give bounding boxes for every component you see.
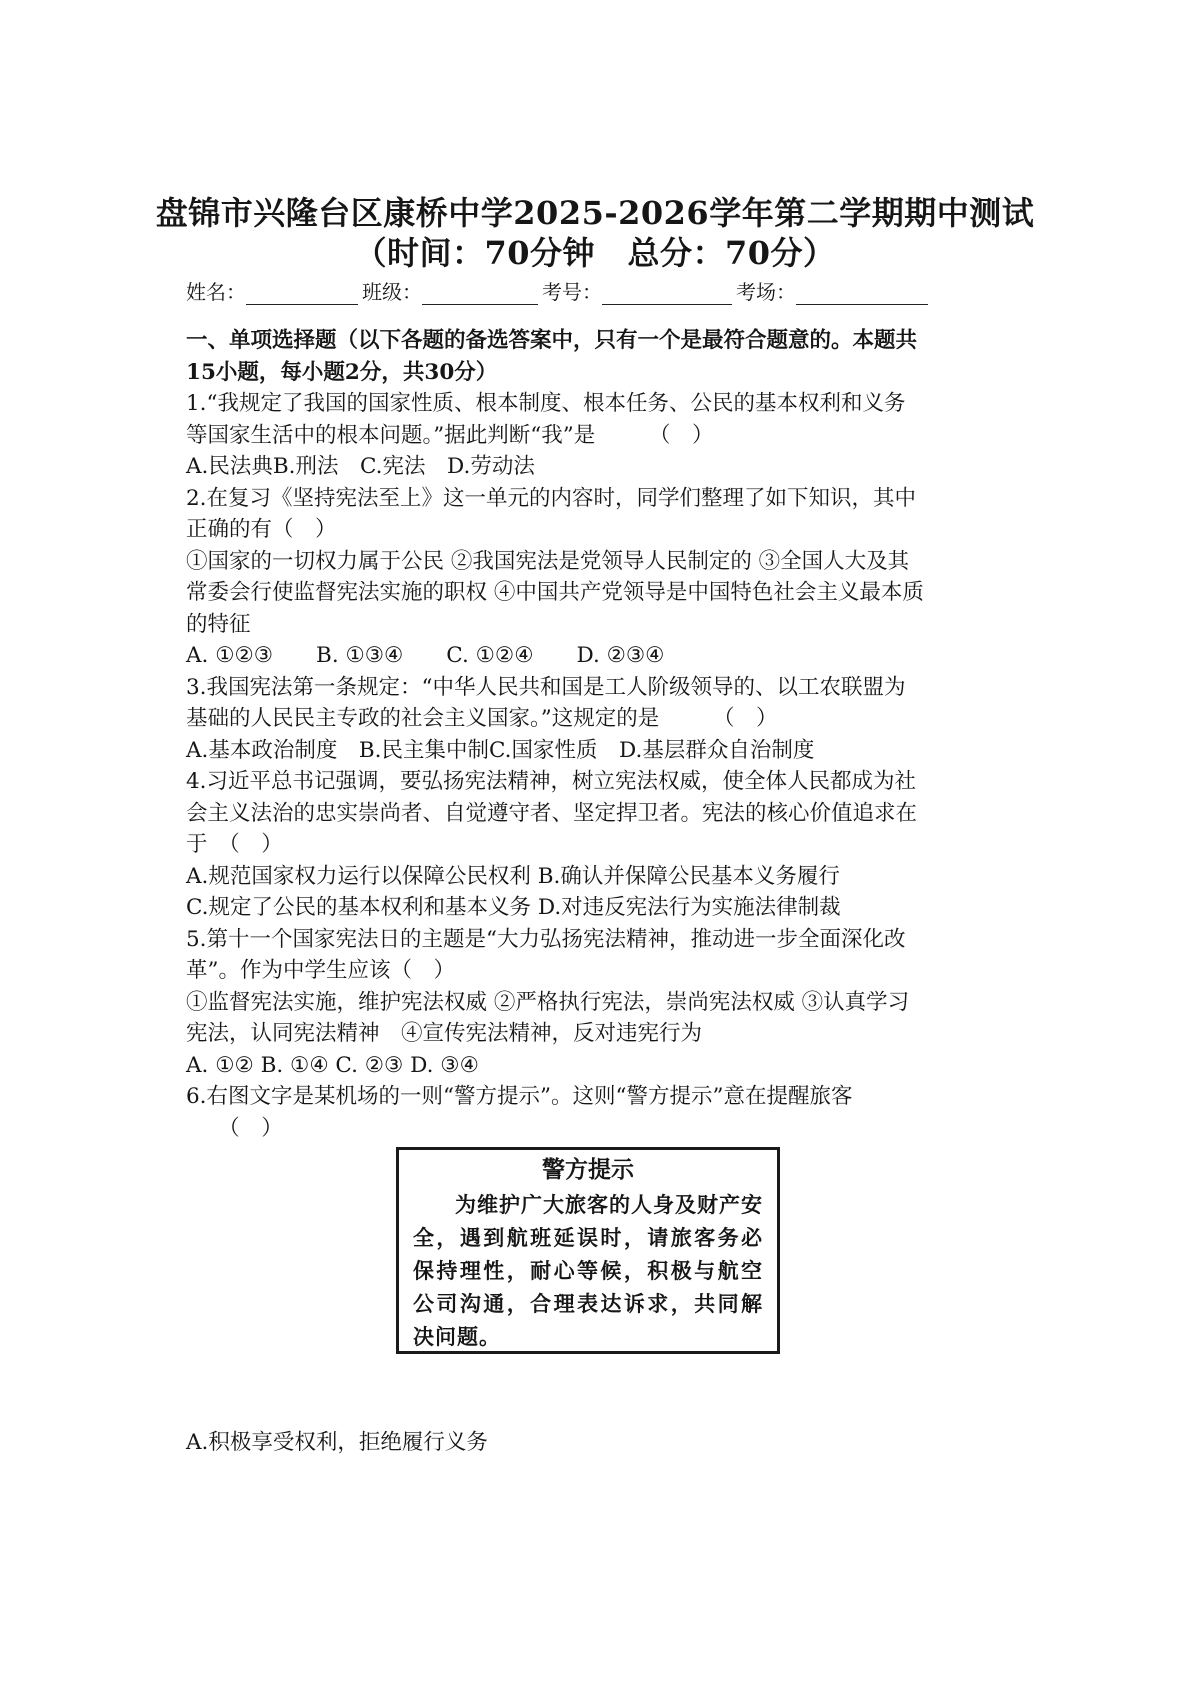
question-5-stem-cont: 革”。作为中学生应该（ ）: [186, 958, 455, 983]
name-blank[interactable]: [246, 284, 358, 305]
class-blank[interactable]: [422, 284, 538, 305]
question-2-stem: 2.在复习《坚持宪法至上》这一单元的内容时，同学们整理了如下知识，其中: [186, 485, 917, 511]
question-2-options: A. ①②③ B. ①③④ C. ①②④ D. ②③④: [186, 643, 665, 668]
question-4-options-ab: A.规范国家权力运行以保障公民权利 B.确认并保障公民基本义务履行: [186, 863, 840, 889]
question-2-statements: ①国家的一切权力属于公民 ②我国宪法是党领导人民制定的 ③全国人大及其: [186, 548, 910, 574]
question-5-options: A. ①② B. ①④ C. ②③ D. ③④: [186, 1052, 479, 1078]
question-1-stem-cont: 等国家生活中的根本问题。”据此判断“我”是 （ ）: [186, 422, 714, 448]
question-6-stem: 6.右图文字是某机场的一则“警方提示”。这则“警方提示”意在提醒旅客: [186, 1084, 853, 1109]
question-4-stem: 4.习近平总书记强调，要弘扬宪法精神，树立宪法权威，使全体人民都成为社: [186, 769, 917, 794]
exam-room-label: 考场：: [736, 280, 796, 304]
exam-room-blank[interactable]: [796, 284, 928, 305]
police-notice-box: [396, 1147, 780, 1354]
question-2-statements-cont: 常委会行使监督宪法实施的职权 ④中国共产党领导是中国特色社会主义最本质: [186, 580, 924, 605]
question-6-option-a: A.积极享受权利，拒绝履行义务: [186, 1430, 488, 1455]
question-4-stem-cont: 会主义法治的忠实崇尚者、自觉遵守者、坚定捍卫者。宪法的核心价值追求在: [186, 800, 918, 826]
questions-section: [186, 325, 1016, 1144]
section-heading: 一、单项选择题（以下各题的备选答案中，只有一个是最符合题意的。本题共: [186, 328, 918, 353]
question-1-options: A.民法典B.刑法 C.宪法 D.劳动法: [186, 454, 535, 479]
question-2-statements-end: 的特征: [186, 611, 251, 637]
exam-subtitle: （时间：70分钟 总分：70分）: [354, 234, 836, 272]
question-3-stem-cont: 基础的人民民主专政的社会主义国家。”这规定的是 （ ）: [186, 706, 778, 731]
question-4-stem-end: 于 （ ）: [186, 832, 283, 857]
exam-number-blank[interactable]: [602, 284, 732, 305]
question-5-stem: 5.第十一个国家宪法日的主题是“大力弘扬宪法精神，推动进一步全面深化改: [186, 926, 906, 952]
question-3-stem: 3.我国宪法第一条规定：“中华人民共和国是工人阶级领导的、以工农联盟为: [186, 674, 906, 700]
police-notice-body: 为维护广大旅客的人身及财产安全，遇到航班延误时，请旅客务必保持理性，耐心等候，积极与航空公司沟通，合理表达诉求，共同解决问题。: [413, 1192, 763, 1349]
question-5-statements-cont: 宪法，认同宪法精神 ④宣传宪法精神，反对违宪行为: [186, 1021, 703, 1046]
question-3-options: A.基本政治制度 B.民主集中制C.国家性质 D.基层群众自治制度: [186, 737, 815, 763]
police-notice-title: 警方提示: [542, 1156, 634, 1183]
question-1-stem: 1.“我规定了我国的国家性质、根本制度、根本任务、公民的基本权利和义务: [186, 391, 906, 416]
question-4-options-cd: C.规定了公民的基本权利和基本义务 D.对违反宪法行为实施法律制裁: [186, 895, 841, 920]
section-heading-cont: 15小题，每小题2分，共30分）: [186, 359, 498, 385]
question-6-stem-cont: （ ）: [186, 1115, 283, 1141]
question-2-stem-cont: 正确的有（ ）: [186, 517, 337, 542]
exam-number-label: 考号：: [542, 280, 602, 304]
exam-title: 盘锦市兴隆台区康桥中学2025-2026学年第二学期期中测试: [155, 194, 1035, 232]
student-info-row: [186, 276, 986, 305]
name-label: 姓名：: [186, 280, 246, 304]
question-5-statements: ①监督宪法实施，维护宪法权威 ②严格执行宪法，崇尚宪法权威 ③认真学习: [186, 989, 910, 1015]
class-label: 班级：: [362, 280, 422, 304]
